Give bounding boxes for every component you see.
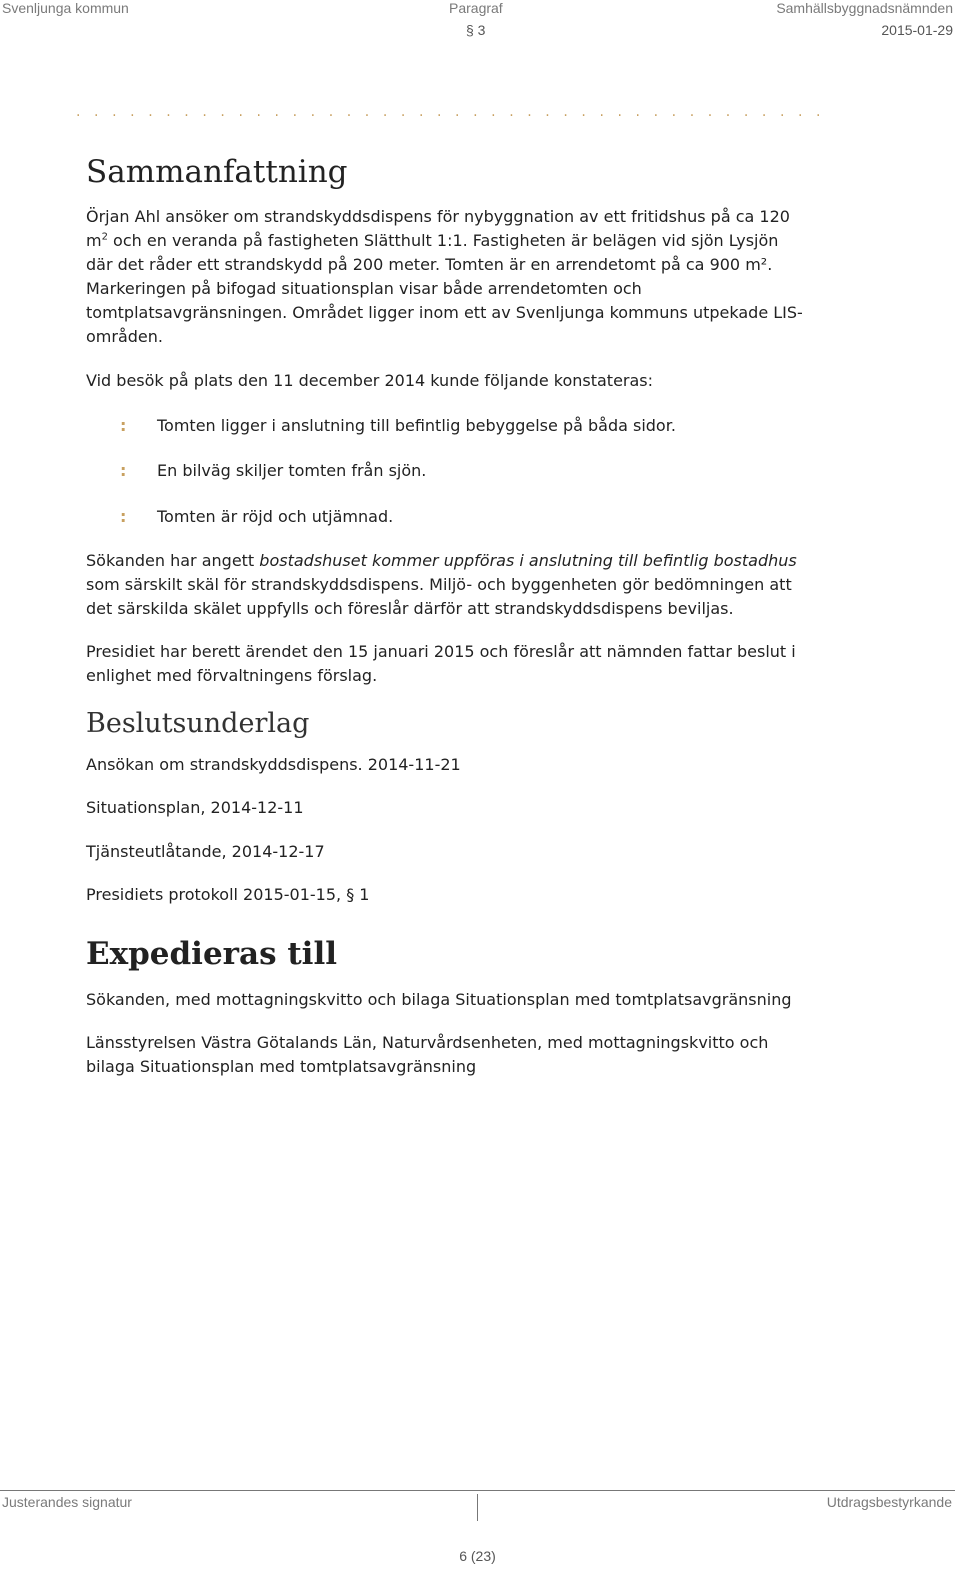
- presidium-line: enlighet med förvaltningens förslag.: [86, 666, 378, 685]
- paragraph-label: Paragraf: [449, 0, 503, 16]
- list-item-text: Tomten är röjd och utjämnad.: [157, 507, 394, 526]
- applicant-reason-line: det särskilda skälet uppfylls och föreslår därför att strandskyddsdispens beviljas.: [86, 599, 734, 618]
- dotted-divider: ..........................................: [76, 104, 835, 120]
- page-number: 6 (23): [459, 1548, 496, 1564]
- summary-heading: Sammanfattning: [86, 154, 348, 190]
- footer-rule: [0, 1490, 955, 1491]
- board-name: Samhällsbyggnadsnämnden: [776, 0, 953, 16]
- list-item-text: En bilväg skiljer tomten från sjön.: [157, 461, 427, 480]
- signature-label: Justerandes signatur: [2, 1494, 132, 1510]
- summary-text-line: Örjan Ahl ansöker om strandskyddsdispens för nybyggnation av ett fritidshus på ca 120: [86, 207, 790, 226]
- dispatch-item: bilaga Situationsplan med tomtplatsavgränsning: [86, 1057, 477, 1076]
- bullet-marker: :: [120, 461, 127, 480]
- applicant-reason-line: som särskilt skäl för strandskyddsdispens. Miljö- och byggenheten gör bedömningen att: [86, 575, 792, 594]
- certification-label: Utdragsbestyrkande: [826, 1494, 952, 1510]
- dispatch-item: Länsstyrelsen Västra Götalands Län, Naturvårdsenheten, med mottagningskvitto och: [86, 1033, 769, 1052]
- applicant-reason-line: Sökanden har angett bostadshuset kommer uppföras i anslutning till befintlig bostadhus: [86, 551, 797, 570]
- basis-item: Tjänsteutlåtande, 2014-12-17: [86, 842, 325, 861]
- site-visit-intro: Vid besök på plats den 11 december 2014 kunde följande konstateras:: [86, 371, 654, 390]
- presidium-line: Presidiet har berett ärendet den 15 januari 2015 och föreslår att nämnden fattar beslut i: [86, 642, 796, 661]
- bullet-marker: :: [120, 507, 127, 526]
- footer-separator: [477, 1494, 478, 1521]
- summary-text-line: $m^2$ och en veranda på fastigheten Slätthult 1:1. Fastigheten är belägen vid sjön Lysjön: [86, 231, 779, 250]
- dispatch-item: Sökanden, med mottagningskvitto och bilaga Situationsplan med tomtplatsavgränsning: [86, 990, 792, 1009]
- meeting-date: 2015-01-29: [881, 22, 953, 38]
- basis-item: Situationsplan, 2014-12-11: [86, 798, 304, 817]
- bullet-marker: :: [120, 416, 127, 435]
- list-item-text: Tomten ligger i anslutning till befintlig bebyggelse på båda sidor.: [157, 416, 676, 435]
- summary-text-line: Markeringen på bifogad situationsplan visar både arrendetomten och: [86, 279, 642, 298]
- org-name: Svenljunga kommun: [2, 0, 129, 16]
- summary-text-line: tomtplatsavgränsningen. Området ligger inom ett av Svenljunga kommuns utpekade LIS-: [86, 303, 803, 322]
- basis-heading: Beslutsunderlag: [86, 708, 310, 739]
- paragraph-number: § 3: [466, 22, 486, 38]
- summary-text-line: områden.: [86, 327, 163, 346]
- basis-item: Presidiets protokoll 2015-01-15, § 1: [86, 885, 370, 904]
- summary-text-line: där det råder ett strandskydd på 200 meter. Tomten är en arrendetomt på ca 900 m².: [86, 255, 773, 274]
- basis-item: Ansökan om strandskyddsdispens. 2014-11-21: [86, 755, 461, 774]
- dispatch-heading: Expedieras till: [86, 936, 337, 972]
